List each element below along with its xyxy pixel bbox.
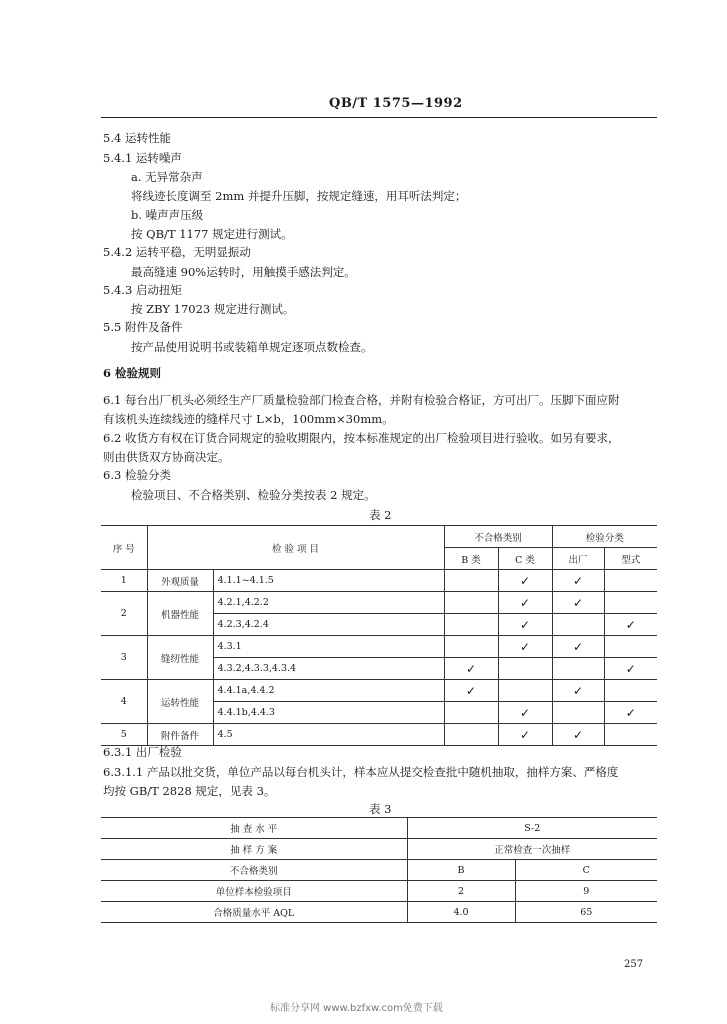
check-b [444, 592, 498, 614]
table2-caption: 表 2 [369, 508, 392, 522]
table2-header-c: C 类 [498, 548, 552, 570]
page-number: 257 [624, 959, 644, 970]
clause-5-4-2-text: 最高缝速 90%运转时，用触摸手感法判定。 [131, 265, 356, 279]
check-b [444, 702, 498, 724]
row-value-c: 9 [515, 881, 657, 902]
check-c: ✓ [498, 570, 552, 592]
row-label: 抽 查 水 平 [101, 818, 407, 839]
table-row [101, 902, 657, 923]
row-group: 外观质量 [147, 570, 213, 592]
clause-5-4-1: 5.4.1 运转噪声 [103, 151, 182, 165]
check-type [604, 724, 657, 746]
row-clauses: 4.4.1b,4.4.3 [213, 702, 444, 724]
row-group: 运转性能 [147, 680, 213, 724]
row-label: 不合格类别 [101, 860, 407, 881]
clause-6-3: 6.3 检验分类 [103, 468, 171, 482]
check-factory: ✓ [552, 680, 604, 702]
clause-6-3-1-1-line2: 均按 GB/T 2828 规定，见表 3。 [103, 784, 276, 798]
clause-5-5-text: 按产品使用说明书或装箱单规定逐项点数检查。 [131, 340, 373, 354]
check-type: ✓ [604, 658, 657, 680]
row-clauses: 4.4.1a,4.4.2 [213, 680, 444, 702]
clause-5-4-3: 5.4.3 启动扭矩 [103, 283, 182, 297]
clause-6-3-1-1-line1: 6.3.1.1 产品以批交货，单位产品以每台机头计，样本应从提交检查批中随机抽取，抽样方案、严格度 [103, 765, 619, 779]
table-row [101, 592, 657, 614]
table-row [101, 839, 657, 860]
check-factory [552, 658, 604, 680]
check-b [444, 724, 498, 746]
row-group: 机器性能 [147, 592, 213, 636]
clause-5-4-1-b-text: 按 QB/T 1177 规定进行测试。 [131, 227, 293, 241]
check-factory: ✓ [552, 570, 604, 592]
check-factory [552, 702, 604, 724]
standard-code-header: QB/T 1575—1992 [329, 96, 463, 111]
table2-header-type: 型式 [604, 548, 657, 570]
check-b [444, 570, 498, 592]
row-group: 附件备件 [147, 724, 213, 746]
row-clauses: 4.2.1,4.2.2 [213, 592, 444, 614]
check-type: ✓ [604, 702, 657, 724]
row-seq: 1 [101, 570, 147, 592]
check-c: ✓ [498, 702, 552, 724]
row-label: 合格质量水平 AQL [101, 902, 407, 923]
clause-5-4-2: 5.4.2 运转平稳，无明显振动 [103, 245, 251, 259]
check-c: ✓ [498, 636, 552, 658]
check-b: ✓ [444, 658, 498, 680]
row-seq: 3 [101, 636, 147, 680]
table-row [101, 724, 657, 746]
clause-5-4-1-a-text: 将线迹长度调至 2mm 并提升压脚，按规定缝速，用耳听法判定； [131, 189, 467, 203]
table-row [101, 881, 657, 902]
sampling-table [101, 817, 657, 923]
check-b [444, 614, 498, 636]
check-c [498, 658, 552, 680]
row-value: 正常检查一次抽样 [407, 839, 657, 860]
clause-5-5: 5.5 附件及备件 [103, 320, 183, 334]
check-factory: ✓ [552, 724, 604, 746]
row-seq: 5 [101, 724, 147, 746]
inspection-table [101, 525, 657, 746]
check-c: ✓ [498, 724, 552, 746]
check-type [604, 680, 657, 702]
row-group: 缝纫性能 [147, 636, 213, 680]
row-seq: 4 [101, 680, 147, 724]
table2-header-defect-class: 不合格类别 [444, 526, 552, 548]
table2-header-inspection-class: 检验分类 [552, 526, 657, 548]
clause-6-3-1: 6.3.1 出厂检验 [103, 745, 182, 759]
row-label: 单位样本检验项目 [101, 881, 407, 902]
header-rule [101, 117, 657, 118]
row-value-b: 4.0 [407, 902, 515, 923]
row-value: S-2 [407, 818, 657, 839]
clause-6-3-text: 检验项目、不合格类别、检验分类按表 2 规定。 [131, 488, 376, 502]
check-type [604, 570, 657, 592]
table-row [101, 818, 657, 839]
row-value-b: 2 [407, 881, 515, 902]
clause-5-4: 5.4 运转性能 [103, 131, 171, 145]
check-c: ✓ [498, 614, 552, 636]
check-type: ✓ [604, 614, 657, 636]
check-b [444, 636, 498, 658]
row-value-c: 65 [515, 902, 657, 923]
table2-header-b: B 类 [444, 548, 498, 570]
row-value-b: B [407, 860, 515, 881]
check-type [604, 592, 657, 614]
row-clauses: 4.1.1~4.1.5 [213, 570, 444, 592]
clause-5-4-1-a: a. 无异常杂声 [131, 170, 203, 184]
clause-6-2-line2: 则由供货双方协商决定。 [103, 450, 230, 464]
section-6-heading: 6 检验规则 [103, 366, 162, 380]
row-seq: 2 [101, 592, 147, 636]
check-c: ✓ [498, 592, 552, 614]
check-c [498, 680, 552, 702]
row-clauses: 4.2.3,4.2.4 [213, 614, 444, 636]
table-row [101, 680, 657, 702]
check-factory: ✓ [552, 636, 604, 658]
table2-header-item: 检 验 项 目 [147, 526, 444, 570]
row-value-c: C [515, 860, 657, 881]
row-clauses: 4.3.2,4.3.3,4.3.4 [213, 658, 444, 680]
table-row [101, 860, 657, 881]
check-type [604, 636, 657, 658]
check-b: ✓ [444, 680, 498, 702]
clause-5-4-3-text: 按 ZBY 17023 规定进行测试。 [131, 302, 295, 316]
table2-header-factory: 出厂 [552, 548, 604, 570]
table-row [101, 636, 657, 658]
clause-5-4-1-b: b. 噪声声压级 [131, 208, 204, 222]
clause-6-1-line1: 6.1 每台出厂机头必须经生产厂质量检验部门检查合格，并附有检验合格证，方可出厂。压脚下面应附 [103, 393, 620, 407]
clause-6-2-line1: 6.2 收货方有权在订货合同规定的验收期限内，按本标准规定的出厂检验项目进行验收。如另有要求， [103, 431, 620, 445]
row-clauses: 4.3.1 [213, 636, 444, 658]
table-row [101, 570, 657, 592]
check-factory: ✓ [552, 592, 604, 614]
clause-6-1-line2: 有该机头连续线迹的缝样尺寸 L×b，100mm×30mm。 [103, 412, 394, 426]
table3-caption: 表 3 [369, 802, 392, 816]
site-footer: 标准分享网 www.bzfxw.com免费下载 [270, 1003, 443, 1014]
row-label: 抽 样 方 案 [101, 839, 407, 860]
check-factory [552, 614, 604, 636]
row-clauses: 4.5 [213, 724, 444, 746]
table2-header-seq: 序 号 [101, 526, 147, 570]
